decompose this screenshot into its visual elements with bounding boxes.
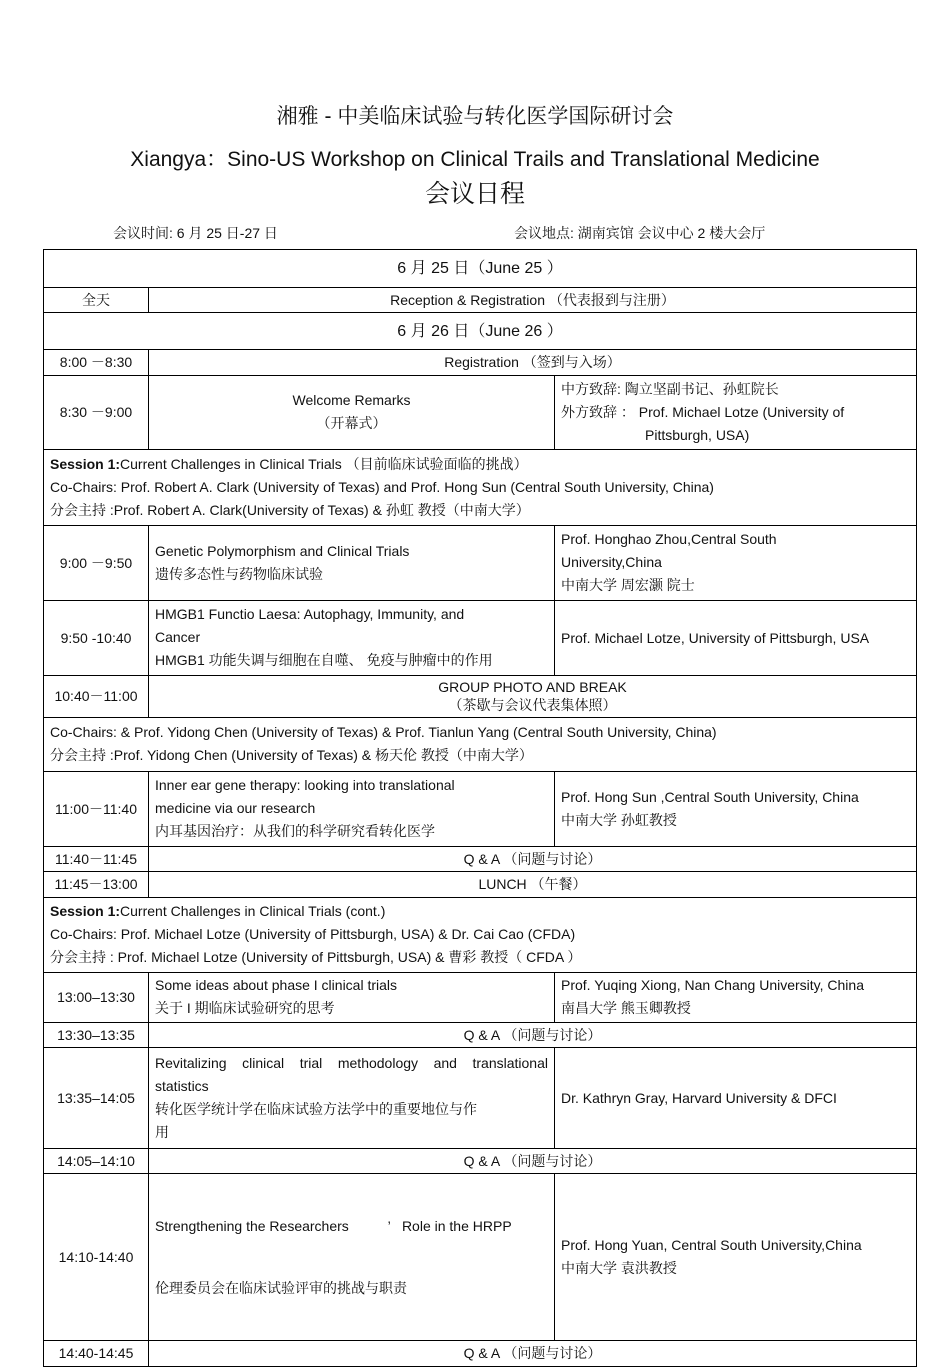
topic-line: medicine via our research [155,800,316,817]
day-header-row [44,250,917,288]
table-row [44,872,917,897]
time-cell: 13:35–14:05 [44,1047,149,1148]
speaker-line: 中南大学 周宏灏 院士 [561,577,695,594]
table-row [44,771,917,846]
speaker-cell [555,1174,917,1341]
event-cell: Q & A （问题与讨论） [149,1022,917,1047]
topic-en: Some ideas about phase I clinical trials [155,976,398,993]
session-title: Session 1:Current Challenges in Clinical Trials (cont.) [50,902,386,919]
speaker-cell: Dr. Kathryn Gray, Harvard University & DFCI [555,1047,917,1148]
time-cell: 11:45－13:00 [44,872,149,897]
topic-cell [149,525,555,600]
session-cell [44,717,917,771]
topic-cn: （开幕式） [316,415,387,432]
topic-cell [149,600,555,675]
event-cell: Q & A （问题与讨论） [149,1341,917,1367]
table-row [44,1047,917,1148]
event-line: （茶歇与会议代表集体照） [448,697,617,714]
speaker-cell [555,375,917,449]
speaker-line: 中南大学 袁洪教授 [561,1260,677,1277]
table-row [44,1022,917,1047]
event-cell: Registration （签到与入场） [149,350,917,375]
day-heading: 6 月 25 日（June 25 ） [44,250,917,288]
table-row [44,375,917,449]
time-cell: 10:40－11:00 [44,675,149,717]
time-cell: 全天 [44,288,149,313]
speaker-line: Pittsburgh, USA) [645,426,750,443]
time-cell: 13:30–13:35 [44,1022,149,1047]
table-row [44,1148,917,1173]
session-row [44,449,917,525]
speaker-line: University,China [561,554,662,571]
time-cell: 9:00 －9:50 [44,525,149,600]
topic-cell [149,972,555,1022]
session-host: 分会主持 :Prof. Yidong Chen (University of Texas) & 杨天伦 教授（中南大学） [50,747,533,764]
topic-en: Welcome Remarks [292,392,411,409]
event-cell: LUNCH （午餐） [149,872,917,897]
topic-line: 转化医学统计学在临床试验方法学中的重要地位与作 [155,1100,477,1117]
topic-line: 用 [155,1124,169,1141]
topic-cell [149,1047,555,1148]
speaker-cell [555,525,917,600]
session-cochairs: Co-Chairs: & Prof. Yidong Chen (University of Texas) & Prof. Tianlun Yang (Central South University, China) [50,724,717,741]
time-cell: 11:40－11:45 [44,846,149,871]
time-cell: 9:50 -10:40 [44,600,149,675]
time-cell: 13:00–13:30 [44,972,149,1022]
time-cell: 8:30 －9:00 [44,375,149,449]
schedule-heading: 会议日程 [424,180,525,208]
schedule-table [43,249,917,1367]
topic-line: 内耳基因治疗：从我们的科学研究看转化医学 [155,823,435,840]
speaker-line: Prof. Hong Yuan, Central South University,China [561,1237,862,1254]
session-host: 分会主持 :Prof. Robert A. Clark(University of Texas) & 孙虹 教授（中南大学） [50,501,530,518]
time-cell: 11:00－11:40 [44,771,149,846]
event-line: GROUP PHOTO AND BREAK [438,679,627,696]
session-title: Session 1:Current Challenges in Clinical Trials （目前临床试验面临的挑战） [50,455,528,472]
topic-cn: 关于 I 期临床试验研究的思考 [155,1000,335,1017]
topic-line: HMGB1 Functio Laesa: Autophagy, Immunity, and [155,606,465,623]
title-english: Xiangya：Sino-US Workshop on Clinical Trails and Translational Medicine [130,148,820,171]
topic-cell [149,771,555,846]
event-cell: Reception & Registration （代表报到与注册） [149,288,917,313]
speaker-cell [555,972,917,1022]
session-cell [44,897,917,972]
topic-line: Cancer [155,629,201,646]
speaker-line: 南昌大学 熊玉卿教授 [561,1000,691,1017]
topic-line: statistics [155,1077,209,1094]
session-cochairs: Co-Chairs: Prof. Michael Lotze (University of Pittsburgh, USA) & Dr. Cai Cao (CFDA) [50,926,576,943]
topic-line: Inner ear gene therapy: looking into translational [155,777,455,794]
event-cell: Q & A （问题与讨论） [149,846,917,871]
session-cochairs: Co-Chairs: Prof. Robert A. Clark (University of Texas) and Prof. Hong Sun (Central South University, China) [50,478,714,495]
topic-en: Genetic Polymorphism and Clinical Trials [155,542,410,559]
table-row [44,972,917,1022]
table-row [44,846,917,871]
event-cell [149,675,917,717]
speaker-line: Prof. Honghao Zhou,Central South [561,531,777,548]
topic-cell [149,1174,555,1341]
meeting-time: 会议时间: 6 月 25 日-27 日 [113,225,278,241]
day-header-row [44,313,917,350]
topic-cn: 伦理委员会在临床试验评审的挑战与职责 [155,1279,407,1296]
title-chinese: 湘雅 - 中美临床试验与转化医学国际研讨会 [276,105,674,128]
session-cell [44,449,917,525]
table-row [44,525,917,600]
topic-line: Revitalizing clinical trial methodology and translational [155,1054,548,1071]
session-row [44,897,917,972]
speaker-line: 中方致辞: 陶立坚副书记、孙虹院长 [561,380,779,397]
speaker-cell [555,771,917,846]
time-cell: 14:40-14:45 [44,1341,149,1367]
time-cell: 14:05–14:10 [44,1148,149,1173]
table-row [44,288,917,313]
speaker-line: 外方致辞 ： Prof. Michael Lotze (University of [561,403,845,420]
time-cell: 8:00 －8:30 [44,350,149,375]
event-cell: Q & A （问题与讨论） [149,1148,917,1173]
topic-cell [149,375,555,449]
meeting-venue: 会议地点: 湖南宾馆 会议中心 2 楼大会厅 [514,225,766,241]
speaker-cell: Prof. Michael Lotze, University of Pittsburgh, USA [555,600,917,675]
table-row [44,600,917,675]
speaker-line: Prof. Hong Sun ,Central South University, China [561,788,859,805]
topic-en: Strengthening the Researchers ’ Role in the HRPP [155,1217,512,1234]
table-row [44,1341,917,1367]
topic-line: HMGB1 功能失调与细胞在自噬、 免疫与肿瘤中的作用 [155,652,493,669]
speaker-line: Prof. Yuqing Xiong, Nan Chang University, China [561,976,864,993]
time-cell: 14:10-14:40 [44,1174,149,1341]
day-heading: 6 月 26 日（June 26 ） [44,313,917,350]
topic-cn: 遗传多态性与药物临床试验 [155,565,323,582]
table-row [44,675,917,717]
session-row [44,717,917,771]
speaker-line: 中南大学 孙虹教授 [561,811,677,828]
table-row [44,350,917,375]
session-host: 分会主持 : Prof. Michael Lotze (University of Pittsburgh, USA) & 曹彩 教授（ CFDA ） [50,949,582,966]
table-row [44,1174,917,1341]
